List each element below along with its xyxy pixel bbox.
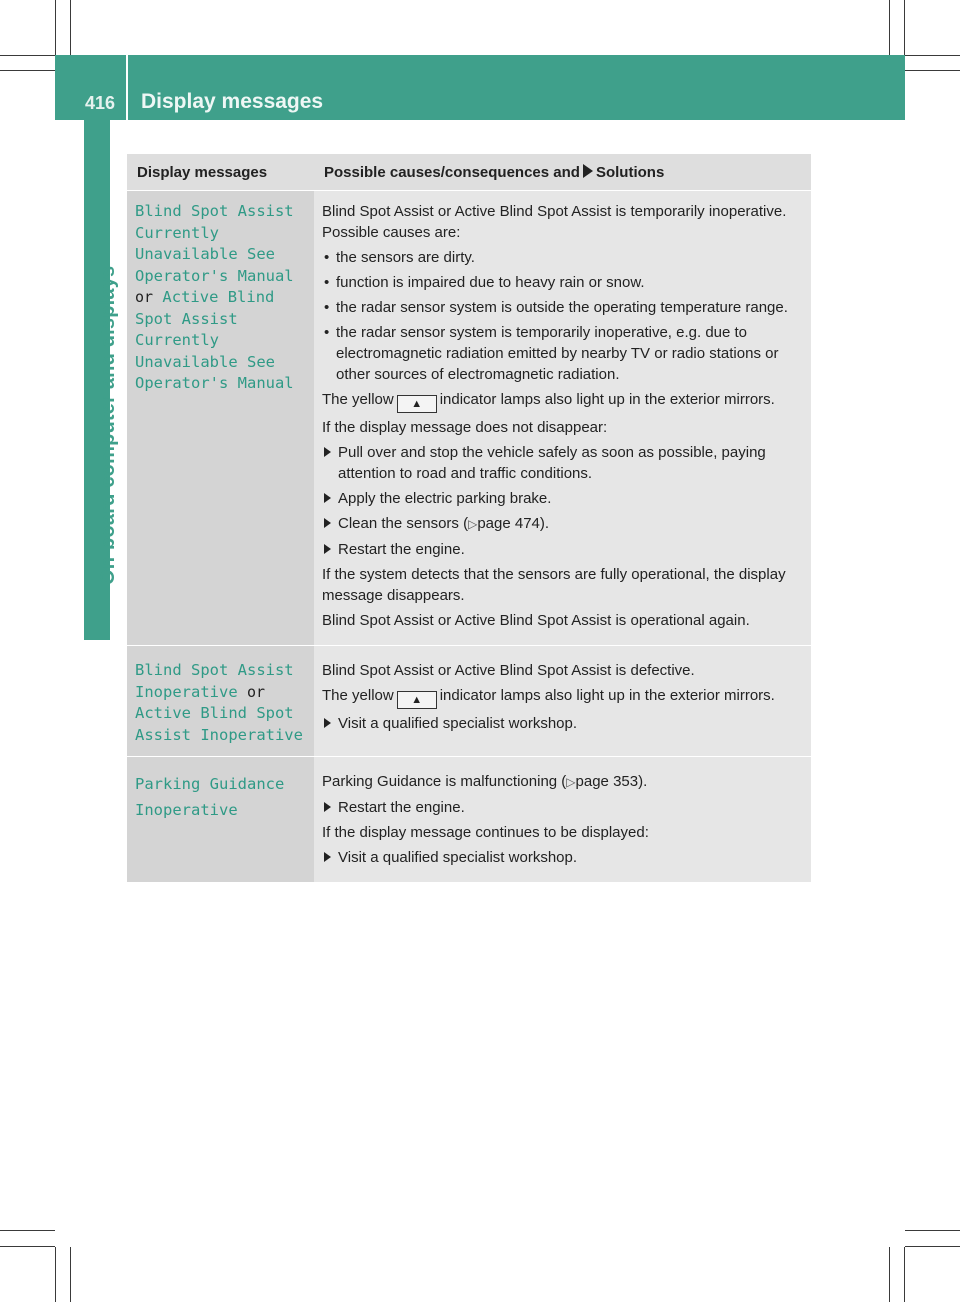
crop-mark: [0, 1230, 55, 1231]
crop-mark: [70, 0, 71, 55]
page-reference[interactable]: page 474).: [477, 515, 550, 532]
page-number: 416: [85, 93, 116, 113]
yellow-lamp-note: The yellow ▲ indicator lamps also light up in the exterior mirrors.: [322, 389, 803, 413]
yellow-lamp-note: The yellow ▲ indicator lamps also light up in the exterior mirrors.: [322, 685, 803, 709]
step-arrow-icon: [324, 852, 331, 862]
step-arrow-icon: [324, 802, 331, 812]
condition-text: If the display message does not disappear:: [322, 419, 608, 436]
step-arrow-icon: [324, 718, 331, 728]
crop-mark: [55, 1247, 56, 1302]
display-message-text-alt: or Active Blind Spot Assist Currently Unavailable See Operator's Manual: [135, 288, 294, 392]
cause-intro: Blind Spot Assist or Active Blind Spot Assist is temporarily inoperative. Possible causes are:: [322, 203, 787, 241]
column-header-solutions-label: Solutions: [595, 163, 665, 181]
solution-cell: [314, 191, 811, 646]
page-reference-icon: ▷: [468, 517, 478, 531]
solution-cell: [314, 646, 811, 757]
message-cell: [127, 757, 314, 883]
table-row: [127, 191, 811, 646]
instruction-step: Apply the electric parking brake.: [322, 488, 803, 509]
display-messages-table: [127, 154, 811, 882]
crop-mark: [70, 1247, 71, 1302]
crop-mark: [0, 70, 55, 71]
page-reference-icon: ▷: [566, 775, 576, 789]
crop-mark: [55, 0, 56, 55]
header-divider: [126, 55, 128, 120]
display-message-text: Blind Spot Assist Currently Unavailable See Operator's Manual: [135, 202, 294, 285]
instruction-step: Restart the engine.: [322, 539, 803, 560]
blind-spot-warning-icon: ▲: [397, 691, 437, 709]
column-header-causes-label: Possible causes/consequences and: [324, 163, 580, 181]
instruction-step: Restart the engine.: [322, 797, 803, 818]
condition-text: If the display message continues to be displayed:: [322, 824, 649, 841]
outcome-text: If the system detects that the sensors are fully operational, the display message disappears.: [322, 566, 786, 604]
arrow-right-icon: [583, 164, 593, 178]
list-item: • the radar sensor system is outside the operating temperature range.: [322, 297, 803, 318]
step-arrow-icon: [324, 544, 331, 554]
step-arrow-icon: [324, 447, 331, 457]
table-header-row: [127, 154, 811, 191]
message-cell: [127, 646, 314, 757]
list-item: • the sensors are dirty.: [322, 247, 803, 268]
display-message-text: Blind Spot Assist Inoperative or Active Blind Spot Assist Inoperative: [135, 661, 303, 744]
outcome-text: Blind Spot Assist or Active Blind Spot Assist is operational again.: [322, 612, 750, 629]
blind-spot-warning-icon: ▲: [397, 395, 437, 413]
crop-mark: [889, 1247, 890, 1302]
list-item: • the radar sensor system is temporarily inoperative, e.g. due to electromagnetic radiation emitted by nearby TV or radio stations or other sources of electromagnetic radiation.: [322, 322, 803, 385]
crop-mark: [905, 1246, 960, 1247]
page-title: Display messages: [141, 90, 324, 113]
step-arrow-icon: [324, 518, 331, 528]
instruction-step: Visit a qualified specialist workshop.: [322, 847, 803, 868]
table-row: [127, 757, 811, 883]
cause-intro: Parking Guidance is malfunctioning (▷page 353).: [322, 773, 648, 790]
message-cell: [127, 191, 314, 646]
crop-mark: [889, 0, 890, 55]
crop-mark: [0, 55, 55, 56]
crop-mark: [905, 55, 960, 56]
instruction-step: Visit a qualified specialist workshop.: [322, 713, 803, 734]
crop-mark: [904, 0, 905, 55]
column-header-messages: Display messages: [127, 154, 314, 191]
solution-cell: [314, 757, 811, 883]
column-header-solutions: [314, 154, 811, 191]
instruction-step: Pull over and stop the vehicle safely as soon as possible, paying attention to road and traffic conditions.: [322, 442, 803, 484]
step-arrow-icon: [324, 493, 331, 503]
crop-mark: [905, 70, 960, 71]
list-item: • function is impaired due to heavy rain or snow.: [322, 272, 803, 293]
chapter-label: On-board computer and displays: [97, 265, 119, 585]
display-message-text: Parking Guidance Inoperative: [135, 775, 285, 819]
crop-mark: [905, 1230, 960, 1231]
crop-mark: [0, 1246, 55, 1247]
cause-intro: Blind Spot Assist or Active Blind Spot Assist is defective.: [322, 662, 695, 679]
page-reference[interactable]: page 353).: [575, 773, 648, 790]
table-row: [127, 646, 811, 757]
crop-mark: [904, 1247, 905, 1302]
instruction-step: Clean the sensors (▷page 474).: [322, 513, 803, 535]
